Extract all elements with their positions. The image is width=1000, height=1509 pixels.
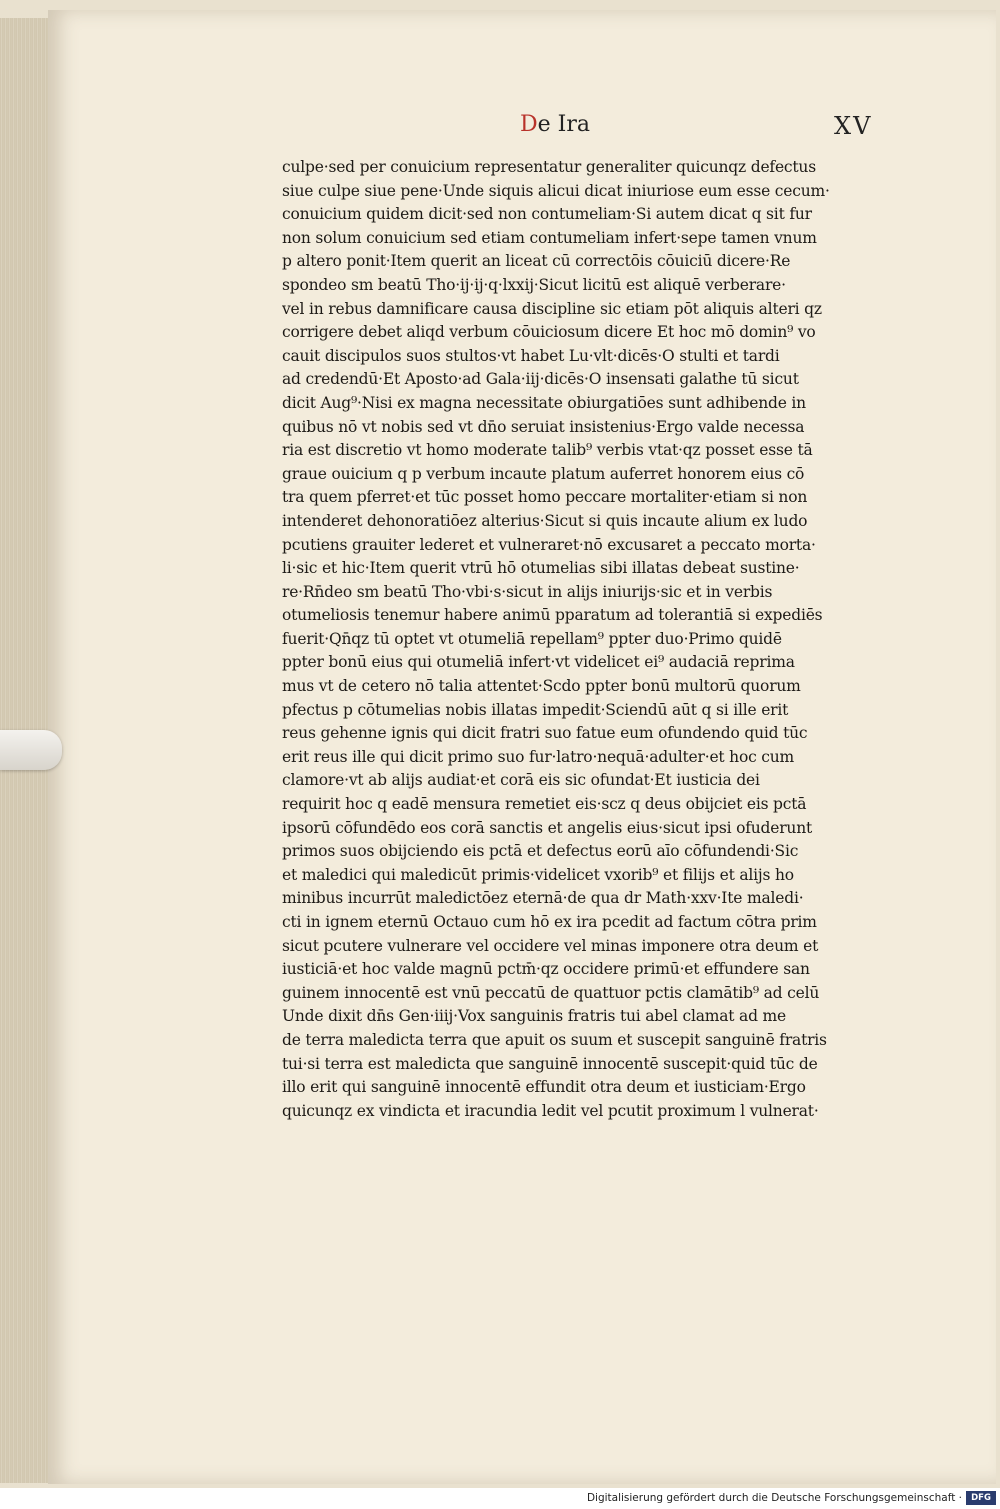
folio-number: XV (834, 112, 873, 140)
text-line: pcutiens grauiter lederet et vulneraret·nō excusaret a peccato morta· (282, 535, 816, 554)
running-title (520, 112, 590, 137)
text-line: tui·si terra est maledicta que sanguinē innocentē suscepit·quid tūc de (282, 1054, 818, 1073)
text-line: mus vt de cetero nō talia attentet·Scdo ppter bonū multorū quorum (282, 677, 801, 696)
text-line: ipsorū cōfundēdo eos corā sanctis et angelis eius·sicut ipsi ofuderunt (282, 818, 813, 837)
text-line: sicut pcutere vulnerare vel occidere vel minas imponere otra deum et (282, 936, 819, 955)
running-title-text: e Ira (537, 112, 590, 137)
text-line: requirit hoc q eadē mensura remetiet eis·scz q deus obijciet eis pctā (282, 795, 807, 814)
text-line: guinem innocentē est vnū peccatū de quattuor pctis clamātib⁹ ad celū (282, 983, 820, 1002)
text-line: clamore·vt ab alijs audiat·et corā eis sic ofundat·Et iusticia dei (282, 771, 760, 790)
text-line: reus gehenne ignis qui dicit fratri suo fatue eum ofundendo quid tūc (282, 724, 808, 743)
text-line: quicunqz ex vindicta et iracundia ledit vel pcutit proximum l vulnerat· (282, 1101, 819, 1120)
text-line: corrigere debet aliqd verbum cōuiciosum dicere Et hoc mō domin⁹ vo (282, 323, 816, 342)
text-line: conuicium quidem dicit·sed non contumeliam·Si autem dicat q sit fur (282, 205, 812, 224)
text-line: et maledici qui maledicūt primis·videlicet vxorib⁹ et filijs et alijs ho (282, 865, 794, 884)
text-line: vel in rebus damnificare causa discipline sic etiam pōt aliquis alteri qz (282, 299, 822, 318)
text-line: p altero ponit·Item querit an liceat cū correctōis cōuiciū dicere·Re (282, 252, 791, 271)
text-line: tra quem pferret·et tūc posset homo peccare mortaliter·etiam si non (282, 488, 808, 507)
text-line: quibus nō vt nobis sed vt dn̄o seruiat insistenius·Ergo valde necessa (282, 417, 805, 436)
footer-credit: Digitalisierung gefördert durch die Deutsche Forschungsgemeinschaft · (586, 1492, 962, 1504)
text-line: intenderet dehonoratiōez alterius·Sicut si quis incaute alium ex ludo (282, 511, 808, 530)
text-line: dicit Aug⁹·Nisi ex magna necessitate obiurgatiōes sunt adhibende in (282, 393, 806, 412)
text-line: ad credendū·Et Aposto·ad Gala·iij·dicēs·O insensati galathe tū sicut (282, 370, 799, 389)
text-line: pfectus p cōtumelias nobis illatas impedit·Sciendū aūt q si ille erit (282, 700, 789, 719)
text-line: illo erit qui sanguinē innocentē effundit otra deum et iusticiam·Ergo (282, 1078, 806, 1097)
text-line: fuerit·Qn̄qz tū optet vt otumeliā repellam⁹ ppter duo·Primo quidē (282, 629, 782, 648)
text-line: spondeo sm beatū Tho·ij·ij·q·lxxij·Sicut licitū est aliquē verberare· (282, 275, 786, 294)
text-line: ria est discretio vt homo moderate talib⁹ verbis vtat·qz posset esse tā (282, 441, 813, 460)
text-line: primos suos obijciendo eis pctā et defectus eorū aīo cōfundendi·Sic (282, 842, 799, 861)
text-line: iusticiā·et hoc valde magnū pctm̄·qz occidere primū·et effundere san (282, 960, 810, 979)
text-line: re·Rn̄deo sm beatū Tho·vbi·s·sicut in alijs iniurijs·sic et in verbis (282, 582, 773, 601)
text-line: ppter bonū eius qui otumeliā infert·vt videlicet ei⁹ audaciā reprima (282, 653, 795, 672)
rubric-initial: D (520, 112, 538, 137)
footer-bar (0, 1488, 1000, 1509)
text-line: non solum conuicium sed etiam contumeliam infert·sepe tamen vnum (282, 228, 817, 247)
page-clip (0, 730, 62, 770)
dfg-logo: DFG (966, 1491, 996, 1505)
text-line: cti in ignem eternū Octauo cum hō ex ira pcedit ad factum cōtra prim (282, 913, 817, 931)
text-line: otumeliosis tenemur habere animū pparatum ad tolerantiā si expediēs (282, 606, 823, 625)
text-line: cauit discipulos suos stultos·vt habet Lu·vlt·dicēs·O stulti et tardi (282, 346, 780, 365)
text-block (282, 156, 932, 1123)
text-line: minibus incurrūt maledictōez eternā·de qua dr Math·xxv·Ite maledi· (282, 889, 804, 908)
text-line: culpe·sed per conuicium representatur generaliter quicunqz defectus (282, 158, 816, 176)
text-line: Unde dixit dn̄s Gen·iiij·Vox sanguinis fratris tui abel clamat ad me (282, 1007, 787, 1026)
text-line: graue ouicium q p verbum incaute platum auferret honorem eius cō (282, 464, 805, 483)
text-line: erit reus ille qui dicit primo suo fur·latro·nequā·adulter·et hoc cum (282, 747, 795, 766)
text-line: siue culpe siue pene·Unde siquis alicui dicat iniuriose eum esse cecum· (282, 181, 830, 200)
text-line: li·sic et hic·Item querit vtrū hō otumelias sibi illatas debeat sustine· (282, 559, 800, 578)
text-line: de terra maledicta terra que apuit os suum et suscepit sanguinē fratris (282, 1030, 827, 1049)
